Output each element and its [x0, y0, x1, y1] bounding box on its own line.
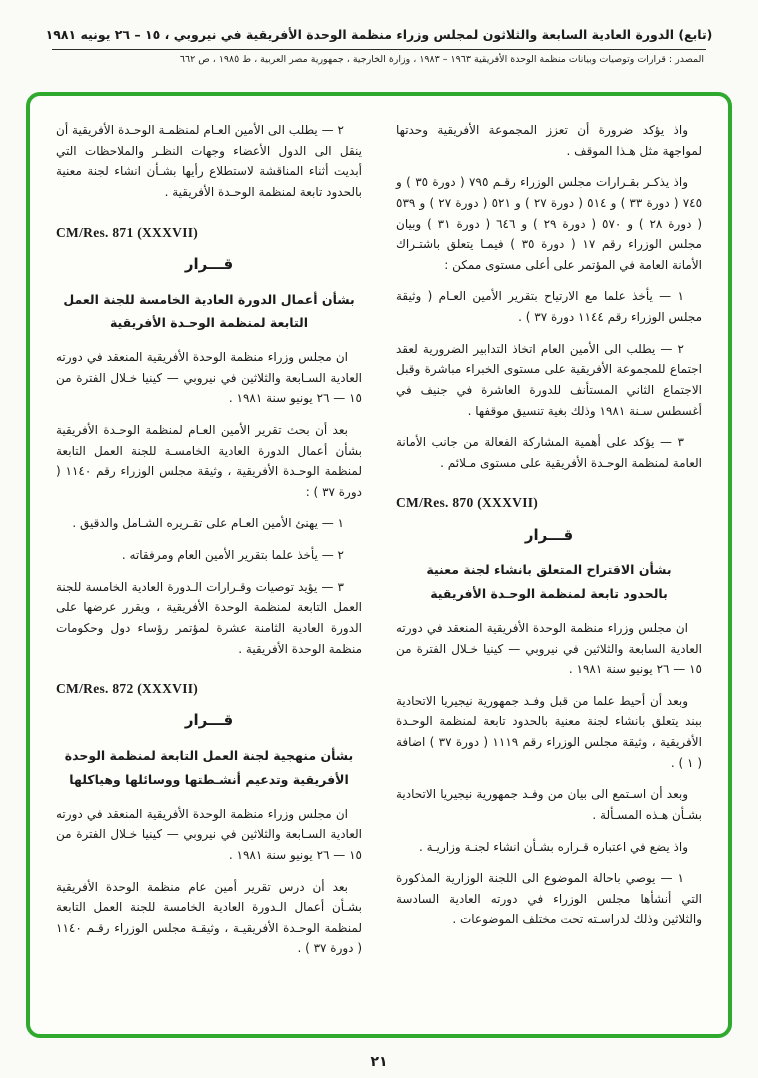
- page-header: [0, 0, 758, 65]
- paragraph: وبعد أن اسـتمع الى بيان من وفـد جمهورية نيجيريا الاتحادية بشـأن هـذه المسـألة .: [396, 787, 702, 822]
- two-column-layout: [56, 120, 702, 1018]
- paragraph: ان مجلس وزراء منظمة الوحدة الأفريقية المنعقد في دورته العادية السابعة والثلاثين في نيروبي — كينيا خـلال الفترة من ١٥ — ٢٦ يونيو سنة ١٩٨١ .: [396, 620, 702, 677]
- paragraph: بعد أن درس تقرير أمين عام منظمة الوحدة الأفريقية بشـأن أعمال الـدورة العادية الخامسة للجنة العمل التابعة لمنظمة الوحـدة الأفريقيـة ، وثيقـة مجلس الوزراء رقـم ١١٤٠ ( دورة ٣٧ ) .: [56, 879, 362, 956]
- numbered-clause: ٢ — يأخذ علما بتقرير الأمين العام ومرفقاته .: [121, 548, 344, 563]
- decision-subject: بشأن أعمال الدورة العادية الخامسة للجنة العمل التابعة لمنظمة الوحـدة الأفريقية: [63, 291, 355, 331]
- header-title: (تابع) الدورة العادية السابعة والثلاثون لمجلس وزراء منظمة الوحدة الأفريقية في نيروبي ، ١٥ – ٢٦ يونيه ١٩٨١: [45, 27, 713, 42]
- numbered-clause: ١ — يأخذ علما مع الارتياح بتقرير الأمين العـام ( وثيقة مجلس الوزراء رقم ١١٤٤ دورة ٣٧ ) .: [396, 289, 702, 324]
- numbered-clause: ١ — يوصي باحالة الموضوع الى اللجنة الوزارية المذكورة التي أنشأها مجلس الوزراء في دورته العادية السادسة والثلاثين وذلك لدراسـته تحت مختلف الموضوعات .: [396, 871, 702, 927]
- numbered-clause: ٢ — يطلب الى الأمين العام اتخاذ التدابير الضرورية لعقد اجتماع للمجموعة الأفريقية على مستوى الخبراء مباشرة وقبل الاجتماع الثاني المستأنف للدورة العاشرة في جنيف في أغسطس سـنة ١٩٨١ وذلك بغية تنسيق موقفها .: [396, 341, 702, 418]
- header-source-line: المصدر : قرارات وتوصيات وبيانات منظمة الوحدة الأفريقية ١٩٦٣ – ١٩٨٣ ، وزارة الخارجية ، جمهورية مصر العربية ، ط ١٩٨٥ ، ص ٦٦٢: [179, 53, 704, 65]
- resolution-id: CM/Res. 870 (XXXVII): [396, 495, 539, 511]
- decision-subject: بشأن الاقتراح المتعلق بانشاء لجنة معنية بالحدود تابعة لمنظمة الوحـدة الأفريقية: [426, 562, 672, 602]
- numbered-clause: ٣ — يؤيد توصيات وقـرارات الـدورة العادية الخامسة للجنة العمل التابعة لمنظمة الوحدة الأفريقية ، ويقرر عرضها على الدورة العادية الثامنة عشرة لمؤتمر رؤساء دول وحكومات منظمة الوحدة الأفريقية .: [56, 579, 362, 656]
- paragraph: واذ يضع في اعتباره قـراره بشـأن انشاء لجنـة وزاريـة .: [419, 839, 688, 854]
- paragraph: واذ يذكـر بقـرارات مجلس الوزراء رقـم ٧٩٥ ( دورة ٣٥ ) و ٧٤٥ ( دورة ٣٣ ) و ٥١٤ ( دورة ٢٧ ) و ٥٢١ ( دورة ٢٧ ) و ٥٣٩ ( دورة ٢٨ ) و ٥٧٠ ( دورة ٢٩ ) و ٦٤٦ ( دورة ٣١ ) وبيان مجلس الوزراء رقم ١٧ ( دورة ٣٥ ) فيمـا يتعلق باشتـراك الأمانة العامة في المؤتمر على أعلى مستوى ممكن :: [396, 175, 703, 272]
- page-footer: [0, 1051, 758, 1070]
- numbered-clause: ١ — يهنئ الأمين العـام على تقـريره الشـامل والدقيق .: [72, 516, 344, 531]
- column-right: [396, 120, 702, 1018]
- numbered-clause: ٣ — يؤكد على أهمية المشاركة الفعالة من جانب الأمانة العامة لمنظمة الوحـدة الأفريقية على مستوى مـلائم .: [396, 435, 702, 470]
- paragraph: بعد أن بحث تقرير الأمين العـام لمنظمة الوحـدة الأفريقية بشأن أعمال الدورة العادية الخامسـة للجنة العمل التابعة لمنظمة الوحـدة الأفريقية ، وثيقة مجلس الوزراء رقم ١١٤٠ ( دورة ٣٧ ) :: [56, 422, 362, 499]
- decision-heading: قـــرار: [184, 711, 234, 730]
- decision-heading: قـــرار: [524, 525, 574, 544]
- paragraph: وبعد أن أحيط علما من قبل وفـد جمهورية نيجيريا الاتحادية ببند يتعلق بانشاء لجنة معنية بالحدود تابعة لمنظمة الوحـدة الأفريقية ، وثيقة مجلس الوزراء رقم ١١١٩ ( دورة ٣٧ ) اضافة ( ١ ) .: [396, 693, 702, 770]
- paragraph: واذ يؤكد ضرورة أن تعزز المجموعة الأفريقية وحدتها لمواجهة مثل هـذا الموقف .: [396, 123, 702, 158]
- paragraph: ان مجلس وزراء منظمة الوحدة الأفريقية المنعقد في دورته العادية السـابعة والثلاثين في نيروبي — كينيا خـلال الفترة من ١٥ — ٢٦ يونيو سنة ١٩٨١ .: [56, 350, 362, 406]
- resolution-id: CM/Res. 871 (XXXVII): [56, 224, 199, 240]
- column-left: [56, 120, 362, 1018]
- numbered-clause: ٢ — يطلب الى الأمين العـام لمنظمـة الوحـدة الأفريقية أن ينقل الى الدول الأعضاء وجهات النظـر والملاحظات التي أبديت أثناء المناقشة لاستطلاع رأيها بشـأن انشاء لجنة معنية بالحدود تابعة لمنظمة الوحـدة الأفريقية .: [56, 123, 362, 199]
- decision-subject: بشأن منهجية لجنة العمل التابعة لمنظمة الوحدة الأفريقية وتدعيم أنشـطتها ووسائلها وهياكلها: [64, 748, 354, 787]
- resolution-id: CM/Res. 872 (XXXVII): [56, 681, 199, 697]
- page-number: ٢١: [370, 1054, 388, 1070]
- paragraph: ان مجلس وزراء منظمة الوحدة الأفريقية المنعقد في دورته العادية السـابعة والثلاثين في نيروبي — كينيا خـلال الفترة من ١٥ — ٢٦ يونيو سنة ١٩٨١ .: [56, 806, 362, 862]
- header-divider: [52, 49, 706, 50]
- content-frame: [26, 92, 732, 1038]
- decision-heading: قـــرار: [184, 254, 234, 273]
